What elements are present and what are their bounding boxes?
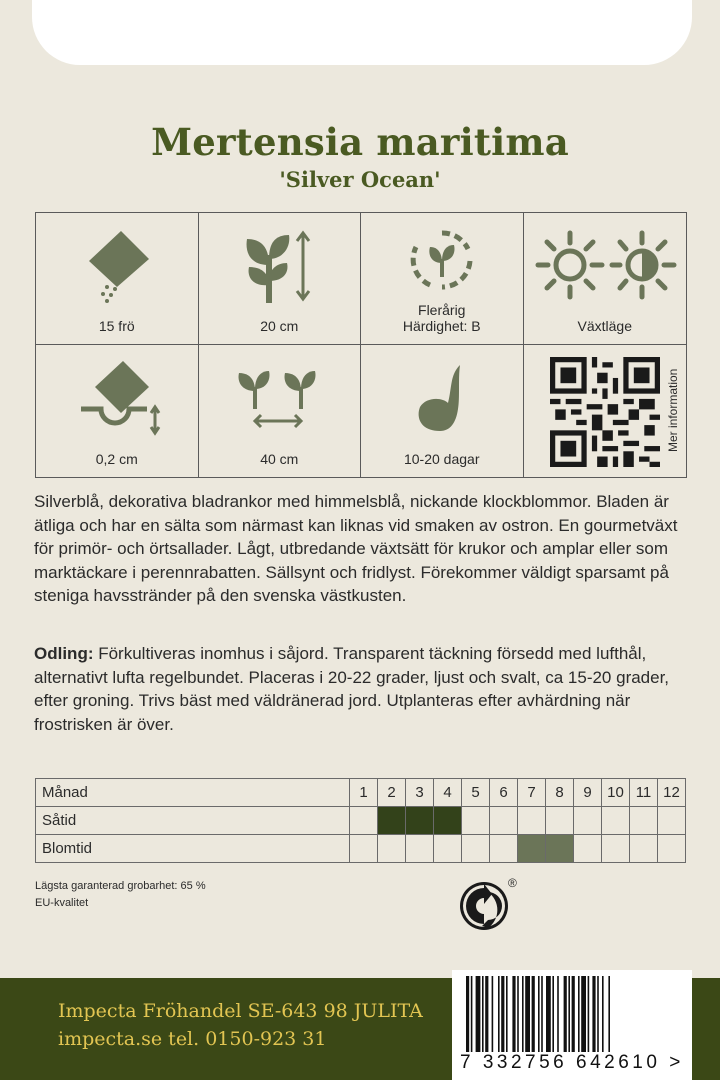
- bloom-month-8: [546, 835, 574, 863]
- barcode-bar: [602, 976, 604, 1052]
- barcode-bars: [452, 976, 692, 1056]
- month-8: 8: [546, 779, 574, 807]
- sow-label: Såtid: [36, 807, 350, 835]
- plant-height-icon: [239, 225, 319, 305]
- company-address: Impecta Fröhandel SE-643 98 JULITA: [58, 1000, 423, 1022]
- bloom-month-9: [574, 835, 602, 863]
- sowing-depth-icon: [67, 357, 167, 437]
- sow-month-9: [574, 807, 602, 835]
- barcode-bar: [588, 976, 590, 1052]
- variety-name: 'Silver Ocean': [279, 167, 441, 192]
- position-cell: [524, 213, 687, 345]
- sowing-depth: 0,2 cm: [95, 451, 138, 467]
- info-icon-grid: [35, 212, 687, 478]
- barcode-bar: [506, 976, 508, 1052]
- sow-month-8: [546, 807, 574, 835]
- perennial-cycle-icon: [402, 225, 482, 295]
- company-contact: impecta.se tel. 0150-923 31: [58, 1028, 327, 1050]
- life-cycle: Flerårig: [418, 302, 466, 318]
- barcode-bar: [541, 976, 543, 1052]
- sun-half-shade-icon: [530, 225, 680, 305]
- month-9: 9: [574, 779, 602, 807]
- bloom-month-12: [658, 835, 686, 863]
- barcode-bar: [482, 976, 484, 1052]
- sow-month-1: [350, 807, 378, 835]
- sow-month-3: [406, 807, 434, 835]
- seed-count: 15 frö: [98, 318, 135, 334]
- page-title: Mertensia maritima: [151, 120, 569, 164]
- bloom-month-4: [434, 835, 462, 863]
- cultivation-label: Odling:: [34, 644, 94, 663]
- perennial-label: [361, 302, 523, 334]
- qr-code-icon[interactable]: [550, 357, 660, 467]
- barcode: [452, 970, 692, 1080]
- barcode-bar: [471, 976, 473, 1052]
- bloom-month-1: [350, 835, 378, 863]
- barcode-bar: [564, 976, 567, 1052]
- sow-month-2: [378, 807, 406, 835]
- barcode-bar: [538, 976, 540, 1052]
- month-4: 4: [434, 779, 462, 807]
- barcode-bar: [466, 976, 469, 1052]
- barcode-bar: [522, 976, 524, 1052]
- month-7: 7: [518, 779, 546, 807]
- spacing-cell: [199, 345, 362, 477]
- height-cell: [199, 213, 362, 345]
- bloom-month-3: [406, 835, 434, 863]
- bloom-month-6: [490, 835, 518, 863]
- bloom-month-2: [378, 835, 406, 863]
- perennial-cell: [361, 213, 524, 345]
- barcode-bar: [501, 976, 504, 1052]
- depth-cell: [36, 345, 199, 477]
- sow-month-7: [518, 807, 546, 835]
- plant-spacing: 40 cm: [260, 451, 299, 467]
- month-6: 6: [490, 779, 518, 807]
- sow-month-5: [462, 807, 490, 835]
- barcode-bar: [597, 976, 599, 1052]
- cultivation-text: [34, 642, 694, 736]
- bloom-month-11: [630, 835, 658, 863]
- barcode-bar: [572, 976, 575, 1052]
- sow-month-12: [658, 807, 686, 835]
- seed-count-cell: [36, 213, 199, 345]
- month-5: 5: [462, 779, 490, 807]
- more-info-label: Mer information: [666, 368, 680, 453]
- month-header: Månad: [36, 779, 350, 807]
- barcode-bar: [578, 976, 580, 1052]
- barcode-bar: [546, 976, 551, 1052]
- barcode-bar: [476, 976, 481, 1052]
- barcode-bar: [557, 976, 559, 1052]
- registered-mark: ®: [508, 876, 517, 890]
- barcode-bar: [568, 976, 570, 1052]
- bloom-label: Blomtid: [36, 835, 350, 863]
- barcode-bar: [581, 976, 586, 1052]
- barcode-bar: [485, 976, 488, 1052]
- sow-month-11: [630, 807, 658, 835]
- sow-month-4: [434, 807, 462, 835]
- green-dot-recycle-icon: [458, 880, 510, 932]
- germination-time: 10-20 dagar: [403, 451, 480, 467]
- barcode-bar: [498, 976, 500, 1052]
- bloom-month-7: [518, 835, 546, 863]
- barcode-bar: [517, 976, 519, 1052]
- qr-cell[interactable]: [524, 345, 687, 477]
- position-label: Växtläge: [577, 318, 632, 334]
- month-11: 11: [630, 779, 658, 807]
- month-1: 1: [350, 779, 378, 807]
- hardiness: Härdighet: B: [402, 318, 481, 334]
- barcode-bar: [592, 976, 595, 1052]
- month-2: 2: [378, 779, 406, 807]
- sow-month-6: [490, 807, 518, 835]
- plant-height: 20 cm: [260, 318, 299, 334]
- calendar-sow-row: [36, 807, 686, 835]
- barcode-bar: [492, 976, 494, 1052]
- barcode-bar: [525, 976, 530, 1052]
- description-text: Silverblå, dekorativa bladrankor med himmelsblå, nickande klockblommor. Bladen är ätliga och har en sälta som närmast kan liknas vid smaken av ostron. En gourmetväxt för primör- och örtsallader. Lågt, utbredande växtsätt för krukor och amplar eller som marktäckare i perennrabatten. Sällsynt och fridlyst. Förekommer väldigt sparsamt på steniga havsstränder på den svenska västkusten.: [34, 492, 678, 605]
- calendar-bloom-row: [36, 835, 686, 863]
- germination-rate: Lägsta garanterad grobarhet: 65 %: [35, 880, 206, 892]
- germination-cell: [361, 345, 524, 477]
- month-10: 10: [602, 779, 630, 807]
- plant-spacing-icon: [229, 357, 329, 437]
- barcode-bar: [552, 976, 554, 1052]
- quality-label: EU-kvalitet: [35, 897, 89, 909]
- calendar-month-row: [36, 779, 686, 807]
- month-3: 3: [406, 779, 434, 807]
- barcode-number: 7 332756 642610 >: [460, 1052, 684, 1073]
- hang-hole: [32, 0, 692, 65]
- seed-packet-icon: [77, 225, 157, 305]
- barcode-bar: [608, 976, 610, 1052]
- bloom-month-5: [462, 835, 490, 863]
- month-12: 12: [658, 779, 686, 807]
- barcode-bar: [512, 976, 515, 1052]
- cultivation-body: Förkultiveras inomhus i såjord. Transparent täckning försedd med lufthål, alternativt lufta regelbundet. Placeras i 20-22 grader, ljust och svalt, ca 15-20 grader, efter groning. Trivs bäst med väldränerad jord. Utplanteras efter avhärdning när frostrisken är över.: [34, 644, 670, 734]
- sowing-calendar: [35, 778, 686, 863]
- bloom-month-10: [602, 835, 630, 863]
- germinating-seed-icon: [402, 357, 482, 437]
- barcode-bar: [532, 976, 535, 1052]
- sow-month-10: [602, 807, 630, 835]
